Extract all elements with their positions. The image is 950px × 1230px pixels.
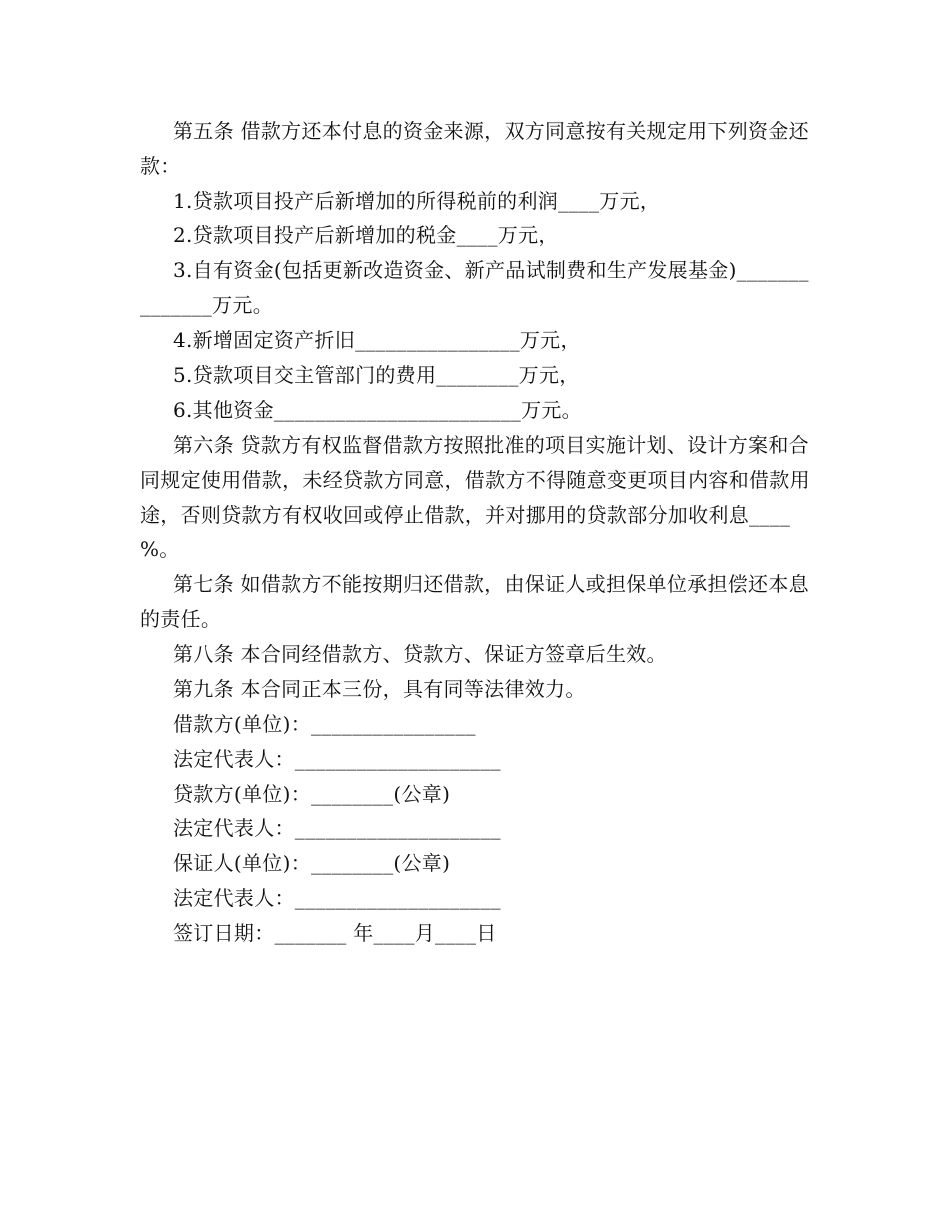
borrower-representative-line: 法定代表人：____________________: [173, 747, 501, 771]
article-8: 第八条 本合同经借款方、贷款方、保证方签章后生效。: [173, 642, 667, 666]
guarantor-representative-line: 法定代表人：____________________: [173, 886, 501, 910]
signing-date-line: 签订日期：_______ 年____月____日: [173, 921, 497, 945]
article-5-item-6: 6.其他资金________________________万元。: [173, 398, 582, 422]
article-9: 第九条 本合同正本三份，具有同等法律效力。: [173, 677, 586, 701]
article-5-item-3: 3.自有资金(包括更新改造资金、新产品试制费和生产发展基金)______________万元。: [140, 258, 809, 317]
borrower-signature-line: 借款方(单位)：________________: [173, 712, 476, 736]
article-5-item-5: 5.贷款项目交主管部门的费用________万元，: [173, 363, 580, 387]
lender-representative-line: 法定代表人：____________________: [173, 816, 501, 840]
article-5-item-2: 2.贷款项目投产后新增加的税金____万元，: [173, 223, 559, 247]
guarantor-signature-line: 保证人(单位)：________(公章): [173, 851, 451, 875]
article-5-item-1: 1.贷款项目投产后新增加的所得税前的利润____万元，: [173, 189, 661, 213]
document-page: [140, 0, 815, 1230]
article-7: 第七条 如借款方不能按期归还借款，由保证人或担保单位承担偿还本息的责任。: [140, 572, 809, 631]
lender-signature-line: 贷款方(单位)：________(公章): [173, 782, 451, 806]
article-5-intro: 第五条 借款方还本付息的资金来源，双方同意按有关规定用下列资金还款：: [140, 119, 809, 178]
article-5-item-4: 4.新增固定资产折旧________________万元，: [173, 328, 581, 352]
article-6: 第六条 贷款方有权监督借款方按照批准的项目实施计划、设计方案和合同规定使用借款，未经贷款方同意，借款方不得随意变更项目内容和借款用途，否则贷款方有权收回或停止借款，并对挪用的贷款部分加收利息____ %。: [140, 433, 810, 562]
